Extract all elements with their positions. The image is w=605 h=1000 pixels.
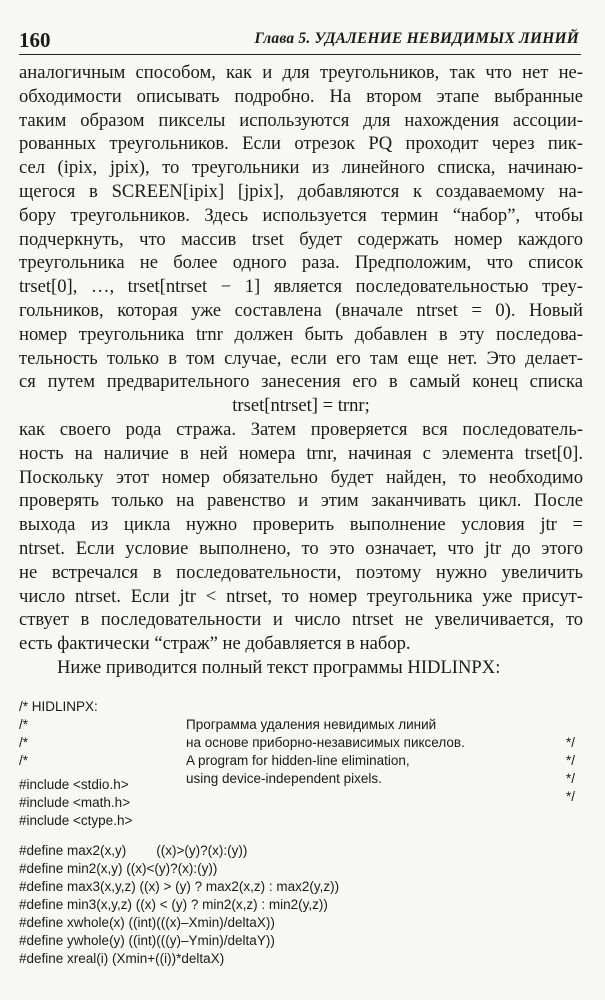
text-line: треугольника не более одного раза. Предположим, что список — [19, 252, 583, 274]
text-line: Ниже приводится полный текст программы HIDLINPX: — [57, 656, 501, 678]
text-line: ность на наличие в ней номера trnr, начиная с элемента trset[0]. — [19, 442, 583, 464]
text-line: номер треугольника trnr должен быть добавлен в эту последова- — [19, 323, 583, 345]
code-line: /* HIDLINPX: Программа удаления невидимых линий */ — [19, 699, 575, 750]
code-line: #include <stdio.h> — [19, 777, 129, 792]
text-line: тельность только в том случае, если его там еще нет. Это делает- — [19, 347, 583, 369]
code-line: /* A program for hidden-line elimination, */ — [19, 735, 575, 786]
running-head: Глава 5. УДАЛЕНИЕ НЕВИДИМЫХ ЛИНИЙ — [254, 30, 579, 47]
text-line: бору треугольников. Здесь используется термин “набор”, чтобы — [19, 204, 583, 226]
code-defines-block — [19, 842, 583, 968]
code-line: #define max3(x,y,z) ((x) > (y) ? max2(x,z) : max2(y,z)) — [19, 879, 340, 894]
text-line: аналогичным способом, как и для треугольников, так что нет не- — [19, 62, 583, 83]
code-includes-block — [19, 776, 583, 830]
code-line: #define min2(x,y) ((x)<(y)?(x):(y)) — [19, 861, 218, 876]
text-line: гольников, которая уже составлена (вначале ntrset = 0). Новый — [19, 299, 583, 321]
text-line: щегося в SCREEN[ipix] [jpix], добавляются к создаваемому на- — [19, 180, 583, 202]
header-rule — [19, 54, 581, 55]
text-line: проверять только на равенство и этим заканчивать цикл. После — [19, 490, 583, 512]
code-line: #define xwhole(x) ((int)(((x)–Xmin)/deltaX)) — [19, 915, 275, 930]
code-line: #include <math.h> — [19, 795, 131, 810]
code-line: #define min3(x,y,z) ((x) < (y) ? min2(x,z) : min2(y,z)) — [19, 897, 328, 912]
body-text — [19, 61, 583, 680]
text-line: число ntrset. Если jtr < ntrset, то номер треугольника уже присут- — [19, 585, 583, 607]
code-listing — [19, 680, 583, 968]
page-number: 160 — [19, 28, 51, 52]
text-line: ся путем предварительного занесения его в самый конец списка — [19, 371, 583, 393]
code-line: #define xreal(i) (Xmin+((i))*deltaX) — [19, 951, 225, 966]
code-line: #define max2(x,y) ((x)>(y)?(x):(y)) — [19, 843, 248, 858]
page-header — [19, 28, 579, 54]
text-line: обходимости описывать подробно. На втором этапе выбранные — [19, 85, 583, 107]
text-line: Поскольку этот номер обязательно будет найден, то необходимо — [19, 466, 583, 488]
code-line: /* на основе приборно-независимых пикселов. */ — [19, 717, 575, 768]
text-line: как своего рода стража. Затем проверяется вся последователь- — [19, 418, 583, 440]
text-line: подчеркнуть, что массив trset будет содержать номер каждого — [19, 228, 583, 250]
code-line: #include <ctype.h> — [19, 813, 133, 828]
code-line: /* using device-independent pixels. */ — [19, 753, 575, 804]
text-line: trset[0], …, trset[ntrset − 1] является последовательностью треу- — [19, 276, 583, 298]
text-line: таким образом пикселы используются для нахождения ассоции- — [19, 109, 583, 131]
code-line: #define ywhole(y) ((int)(((y)–Ymin)/deltaY)) — [19, 933, 275, 948]
text-line: ntrset. Если условие выполнено, то это означает, что jtr до этого — [19, 537, 583, 559]
text-line: есть фактически “страж” не добавляется в набор. — [19, 633, 411, 655]
text-line: рованных треугольников. Если отрезок PQ проходит через пик- — [19, 133, 583, 155]
text-line: ствует в последовательности и число ntrset не увеличивается, то — [19, 609, 583, 631]
text-line: выхода из цикла нужно проверить выполнение условия jtr = — [19, 514, 583, 536]
formula-line: trset[ntrset] = trnr; — [232, 395, 370, 417]
text-line: сел (ipix, jpix), то треугольники из линейного списка, начинаю- — [19, 157, 583, 179]
text-line: не встречался в последовательности, поэтому нужно увеличить — [19, 561, 583, 583]
